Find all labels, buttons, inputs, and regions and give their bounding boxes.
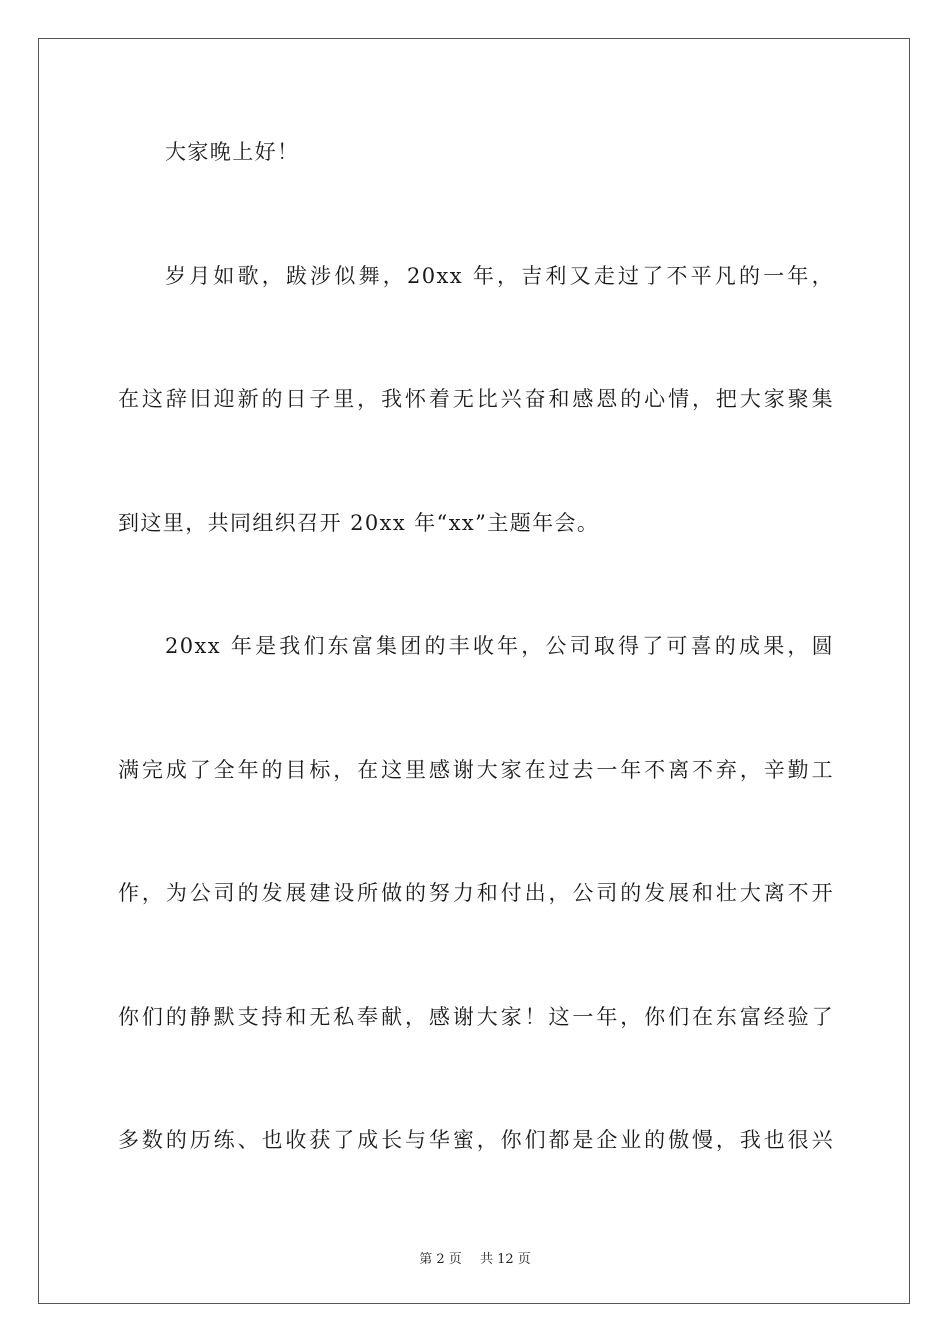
- paragraph-line: 多数的历练、也收获了成长与华蜜，你们都是企业的傲慢，我也很兴: [118, 1128, 834, 1152]
- paragraph-line: 你们的静默支持和无私奉献，感谢大家！这一年，你们在东富经验了: [118, 1005, 834, 1029]
- greeting-line: 大家晚上好！: [165, 140, 300, 164]
- paragraph-line: 到这里，共同组织召开 20xx 年“xx”主题年会。: [118, 511, 600, 535]
- paragraph-line: 在这辞旧迎新的日子里，我怀着无比兴奋和感恩的心情，把大家聚集: [118, 387, 834, 411]
- paragraph-line: 满完成了全年的目标，在这里感谢大家在过去一年不离不弃，辛勤工: [118, 758, 834, 782]
- page-frame: [38, 38, 910, 1304]
- paragraph-line: 岁月如歌，跋涉似舞，20xx 年，吉利又走过了不平凡的一年，: [165, 264, 834, 288]
- page-number: 第 2 页: [419, 1252, 462, 1267]
- page-total: 共 12 页: [479, 1252, 531, 1267]
- paragraph-line: 20xx 年是我们东富集团的丰收年，公司取得了可喜的成果，圆: [165, 634, 834, 658]
- paragraph-line: 作，为公司的发展建设所做的努力和付出，公司的发展和壮大离不开: [118, 881, 834, 905]
- page-footer: [0, 1248, 950, 1267]
